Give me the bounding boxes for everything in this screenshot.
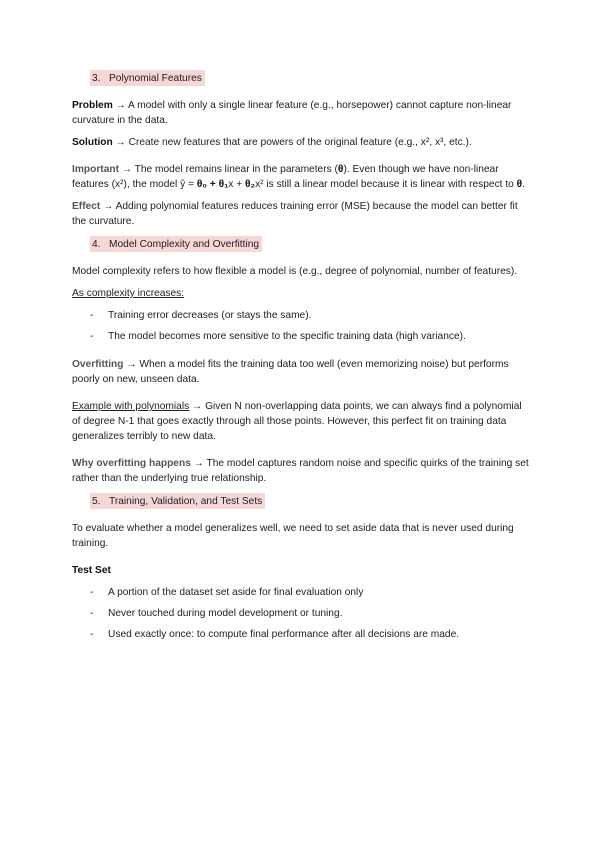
why-overfitting-paragraph [72,456,532,486]
list-item-text: Training error decreases (or stays the same). [108,310,312,321]
dash-marker: - [90,587,94,598]
solution-label: Solution [72,137,113,148]
list-item [72,627,532,642]
important-text-1: → The model remains linear in the parameters ( [118,164,338,175]
important-label: Important [72,164,119,175]
as-complexity-increases: As complexity increases: [72,288,185,299]
list-item-text: Used exactly once: to compute final performance after all decisions are made. [108,629,460,640]
section-number: 4. [92,239,101,250]
solution-paragraph [72,135,532,150]
complexity-list [72,308,532,344]
list-item [72,329,532,344]
section-title: Model Complexity and Overfitting [109,239,260,250]
dash-marker: - [90,608,94,619]
overfitting-text: → When a model fits the training data too well (even memorizing noise) but performs poorly on new, unseen data. [72,359,509,385]
example-text: → Given N non-overlapping data points, we can always find a polynomial of degree N-1 that goes exactly through all those points. However, this perfect fit on training data generalizes terribly to new data. [72,401,522,442]
problem-paragraph [72,98,532,128]
list-item-text: Never touched during model development or tuning. [108,608,343,619]
overfitting-paragraph [72,357,532,387]
test-set-label: Test Set [72,565,111,576]
list-item-text: The model becomes more sensitive to the specific training data (high variance). [108,331,466,342]
section-title: Training, Validation, and Test Sets [109,496,263,507]
important-text-2: ). Even though we have non-linear features (x²), the model ŷ = [72,164,499,190]
effect-label: Effect [72,201,101,212]
problem-label: Problem [72,100,113,111]
solution-text: → Create new features that are powers of the original feature (e.g., x², x³, etc.). [112,137,472,148]
effect-paragraph [72,199,532,229]
complexity-intro: Model complexity refers to how flexible a model is (e.g., degree of polynomial, number of features). [72,266,518,277]
section-title: Polynomial Features [109,73,202,84]
theta-symbol-2: θ [516,179,523,190]
formula-part-2: θ₂ [245,179,256,190]
important-end: . [522,179,526,190]
section-number: 3. [92,73,101,84]
theta-symbol: θ [337,164,344,175]
list-item [72,606,532,621]
test-set-list [72,585,532,642]
section-number: 5. [92,496,101,507]
overfitting-label: Overfitting [72,359,124,370]
section-3-heading [90,70,205,86]
example-paragraph [72,399,532,444]
why-label: Why overfitting happens [72,458,191,469]
evaluation-intro: To evaluate whether a model generalizes well, we need to set aside data that is never used during training. [72,523,514,549]
dash-marker: - [90,629,94,640]
important-text-4: x² is still a linear model because it is linear with respect to [255,179,517,190]
document-content [72,70,532,648]
example-label: Example with polynomials [72,401,190,412]
list-item [72,585,532,600]
important-paragraph [72,162,532,192]
section-5-heading [90,493,265,509]
effect-text: → Adding polynomial features reduces training error (MSE) because the model can better fit the curvature. [72,201,518,227]
why-text: → The model captures random noise and specific quirks of the training set rather than the underlying true relationship. [72,458,529,484]
dash-marker: - [90,310,94,321]
important-text-3: x + [228,179,246,190]
list-item-text: A portion of the dataset set aside for final evaluation only [108,587,364,598]
section-4-heading [90,236,262,252]
dash-marker: - [90,331,94,342]
formula-part-1: θ₀ + θ₁ [196,179,229,190]
list-item [72,308,532,323]
problem-text: → A model with only a single linear feature (e.g., horsepower) cannot capture non-linear curvature in the data. [72,100,512,126]
